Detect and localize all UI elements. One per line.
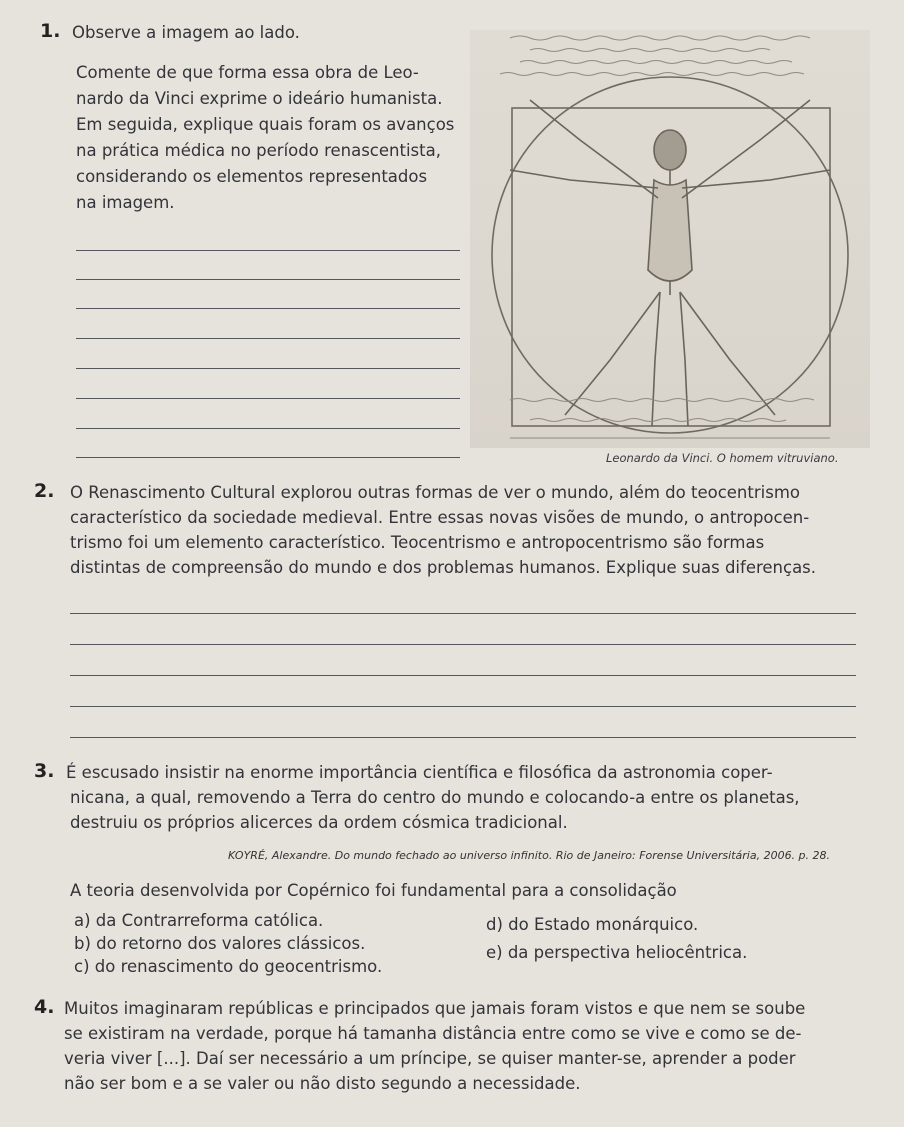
q1-answer-line[interactable]: [76, 279, 460, 280]
q3-option-b[interactable]: b) do retorno dos valores clássicos.: [74, 934, 366, 953]
q3-quote-line: nicana, a qual, removendo a Terra do centro do mundo e colocando-a entre os planetas,: [70, 788, 800, 807]
q1-answer-line[interactable]: [76, 368, 460, 369]
q3-option-d[interactable]: d) do Estado monárquico.: [486, 915, 699, 934]
image-caption: Leonardo da Vinci. O homem vitruviano.: [606, 451, 839, 465]
q3-quote-line: destruiu os próprios alicerces da ordem cósmica tradicional.: [70, 813, 568, 832]
q2-text-line: distintas de compreensão do mundo e dos problemas humanos. Explique suas diferenças.: [70, 558, 817, 577]
q1-body-line: na prática médica no período renascentista,: [76, 141, 441, 160]
q2-text-line: O Renascimento Cultural explorou outras formas de ver o mundo, além do teocentrismo: [70, 483, 800, 502]
q3-option-a[interactable]: a) da Contrarreforma católica.: [74, 911, 324, 930]
q1-answer-line[interactable]: [76, 457, 460, 458]
q3-citation: KOYRÉ, Alexandre. Do mundo fechado ao universo infinito. Rio de Janeiro: Forense Universitária, 2006. p. 28.: [228, 849, 831, 862]
q1-answer-line[interactable]: [76, 398, 460, 399]
q1-intro: Observe a imagem ao lado.: [72, 23, 300, 42]
q2-text-line: trismo foi um elemento característico. Teocentrismo e antropocentrismo são formas: [70, 533, 765, 552]
q3-prompt: A teoria desenvolvida por Copérnico foi fundamental para a consolidação: [70, 881, 677, 900]
q3-option-e[interactable]: e) da perspectiva heliocêntrica.: [486, 943, 748, 962]
q1-answer-line[interactable]: [76, 308, 460, 309]
q1-body-line: na imagem.: [76, 193, 175, 212]
q2-number: 2.: [34, 480, 55, 502]
q4-text-line: se existiram na verdade, porque há tamanha distância entre como se vive e como se de-: [64, 1024, 802, 1043]
q1-number: 1.: [40, 20, 61, 42]
q1-answer-line[interactable]: [76, 250, 460, 251]
q2-answer-line[interactable]: [70, 644, 856, 645]
q4-text-line: Muitos imaginaram repúblicas e principados que jamais foram vistos e que nem se soube: [64, 999, 806, 1018]
q2-answer-line[interactable]: [70, 737, 856, 738]
q3-quote-line: É escusado insistir na enorme importância científica e filosófica da astronomia coper-: [66, 763, 773, 782]
q1-body-line: Comente de que forma essa obra de Leo-: [76, 63, 419, 82]
q1-answer-line[interactable]: [76, 338, 460, 339]
q1-answer-line[interactable]: [76, 428, 460, 429]
q1-body-line: Em seguida, explique quais foram os avanços: [76, 115, 455, 134]
q3-number: 3.: [34, 760, 55, 782]
q4-text-line: veria viver [...]. Daí ser necessário a um príncipe, se quiser manter-se, aprender a poder: [64, 1049, 796, 1068]
q4-text-line: não ser bom e a se valer ou não disto segundo a necessidade.: [64, 1074, 581, 1093]
q1-body-line: nardo da Vinci exprime o ideário humanista.: [76, 89, 443, 108]
q2-text-line: característico da sociedade medieval. Entre essas novas visões de mundo, o antropocen-: [70, 508, 810, 527]
vitruvian-man-image: [470, 30, 870, 448]
q2-answer-line[interactable]: [70, 706, 856, 707]
q3-option-c[interactable]: c) do renascimento do geocentrismo.: [74, 957, 383, 976]
q4-number: 4.: [34, 996, 55, 1018]
q1-body-line: considerando os elementos representados: [76, 167, 428, 186]
q2-answer-line[interactable]: [70, 613, 856, 614]
q2-answer-line[interactable]: [70, 675, 856, 676]
